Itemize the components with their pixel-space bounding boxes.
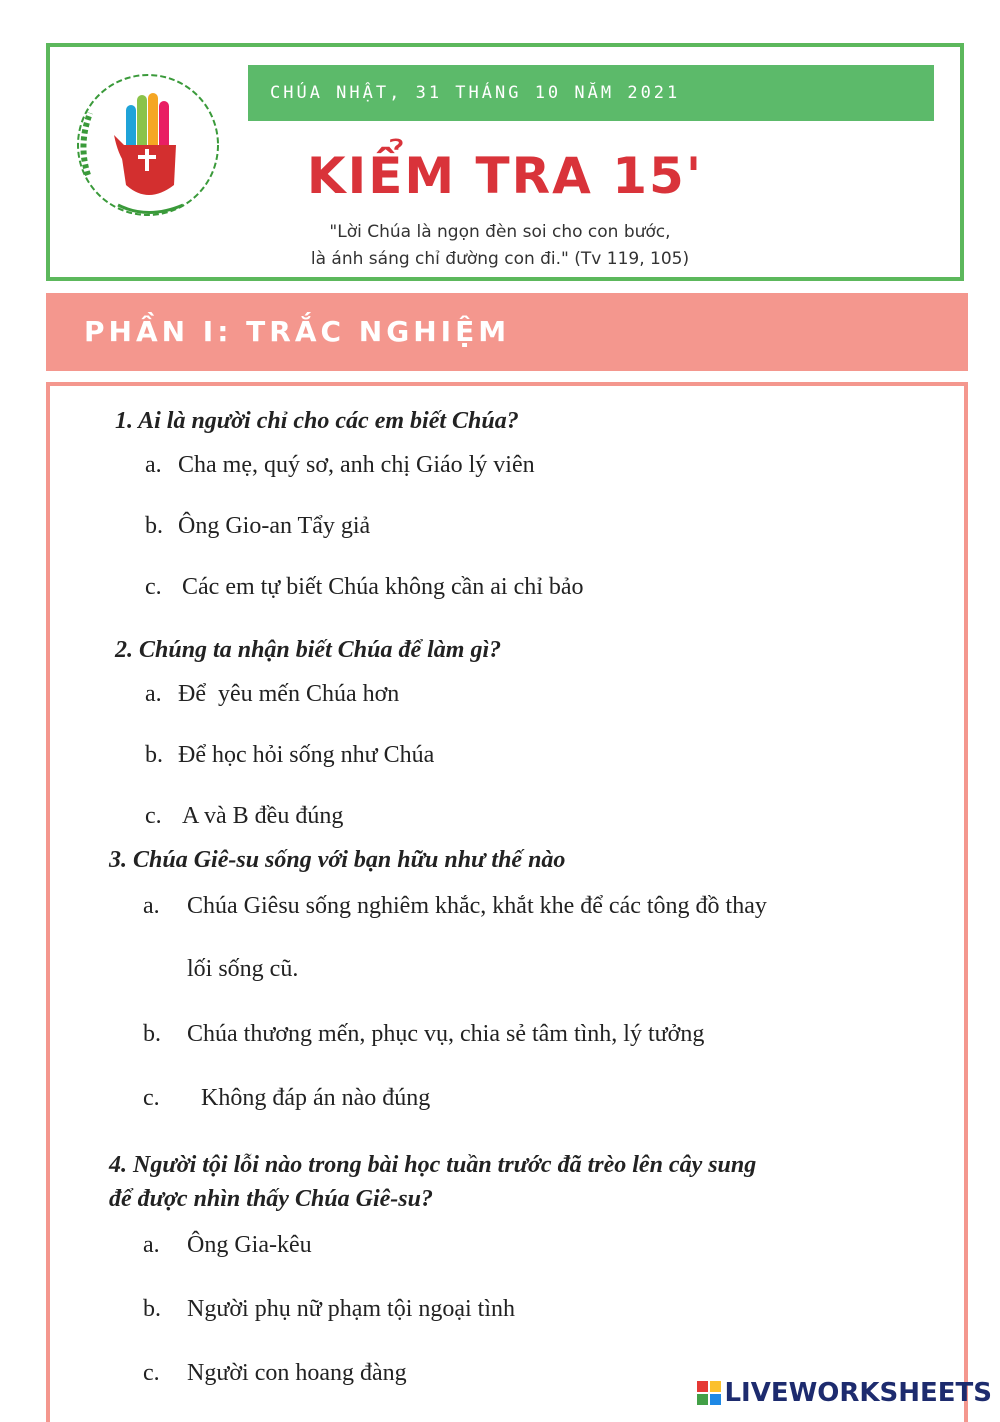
q3-option-a[interactable] xyxy=(143,893,767,920)
option-letter: a. xyxy=(143,893,160,919)
option-letter: a. xyxy=(143,1232,160,1258)
question-1: 1. Ai là người chỉ cho các em biết Chúa? xyxy=(115,408,519,434)
quote-line-2: là ánh sáng chỉ đường con đi." (Tv 119, 105) xyxy=(310,249,690,269)
q1-option-a[interactable] xyxy=(145,452,535,479)
option-letter: b. xyxy=(145,513,163,539)
date-bar: CHÚA NHẬT, 31 THÁNG 10 NĂM 2021 xyxy=(248,65,934,121)
option-text: Cha mẹ, quý sơ, anh chị Giáo lý viên xyxy=(178,452,535,478)
q3-option-c[interactable] xyxy=(143,1085,430,1112)
q4-option-a[interactable] xyxy=(143,1232,312,1259)
option-text: Ông Gio-an Tẩy giả xyxy=(178,513,371,539)
q1-option-b[interactable] xyxy=(145,513,370,540)
option-letter: c. xyxy=(145,574,162,600)
quote-line-1: "Lời Chúa là ngọn đèn soi cho con bước, xyxy=(329,222,671,242)
option-letter: b. xyxy=(143,1296,161,1322)
q2-option-c[interactable] xyxy=(145,803,343,830)
liveworksheets-logo-icon xyxy=(696,1380,722,1406)
option-letter: c. xyxy=(143,1360,160,1386)
question-4-line-1: 4. Người tội lỗi nào trong bài học tuần trước đã trèo lên cây sung xyxy=(109,1152,757,1178)
option-text: Người phụ nữ phạm tội ngoại tình xyxy=(187,1296,516,1322)
q4-option-b[interactable] xyxy=(143,1296,515,1323)
option-text: Chúa thương mến, phục vụ, chia sẻ tâm tình, lý tưởng xyxy=(187,1021,705,1047)
option-letter: a. xyxy=(145,681,162,707)
option-letter: b. xyxy=(143,1021,161,1047)
question-2: 2. Chúng ta nhận biết Chúa để làm gì? xyxy=(115,637,502,663)
option-text: Người con hoang đàng xyxy=(187,1360,407,1386)
q3-option-b[interactable] xyxy=(143,1021,704,1048)
q3-option-a-continued: lối sống cũ. xyxy=(187,956,299,982)
section-title: PHẦN I: TRẮC NGHIỆM xyxy=(84,315,511,348)
header-box xyxy=(46,43,964,281)
option-text: Ông Gia-kêu xyxy=(187,1232,312,1258)
option-text: Để học hỏi sống như Chúa xyxy=(178,742,435,768)
q2-option-a[interactable] xyxy=(145,681,399,708)
option-letter: b. xyxy=(145,742,163,768)
section-header xyxy=(46,293,968,371)
option-text: Để yêu mến Chúa hơn xyxy=(178,681,400,707)
option-text: Chúa Giêsu sống nghiêm khắc, khắt khe để các tông đồ thay xyxy=(187,893,767,919)
page-title: KIỂM TRA 15' xyxy=(306,147,704,205)
option-text: A và B đều đúng xyxy=(182,803,344,829)
question-4-line-2: để được nhìn thấy Chúa Giê-su? xyxy=(109,1186,433,1212)
question-3: 3. Chúa Giê-su sống với bạn hữu như thế nào xyxy=(109,847,566,873)
option-letter: c. xyxy=(145,803,162,829)
bible-quote xyxy=(250,219,750,273)
option-text: Không đáp án nào đúng xyxy=(201,1085,431,1111)
question-4 xyxy=(109,1148,756,1216)
watermark-text: LIVEWORKSHEETS xyxy=(724,1378,992,1408)
q4-option-c[interactable] xyxy=(143,1360,407,1387)
option-letter: c. xyxy=(143,1085,160,1111)
q1-option-c[interactable] xyxy=(145,574,584,601)
q2-option-b[interactable] xyxy=(145,742,434,769)
option-text: Các em tự biết Chúa không cần ai chỉ bảo xyxy=(182,574,584,600)
option-letter: a. xyxy=(145,452,162,478)
liveworksheets-watermark xyxy=(696,1378,992,1408)
